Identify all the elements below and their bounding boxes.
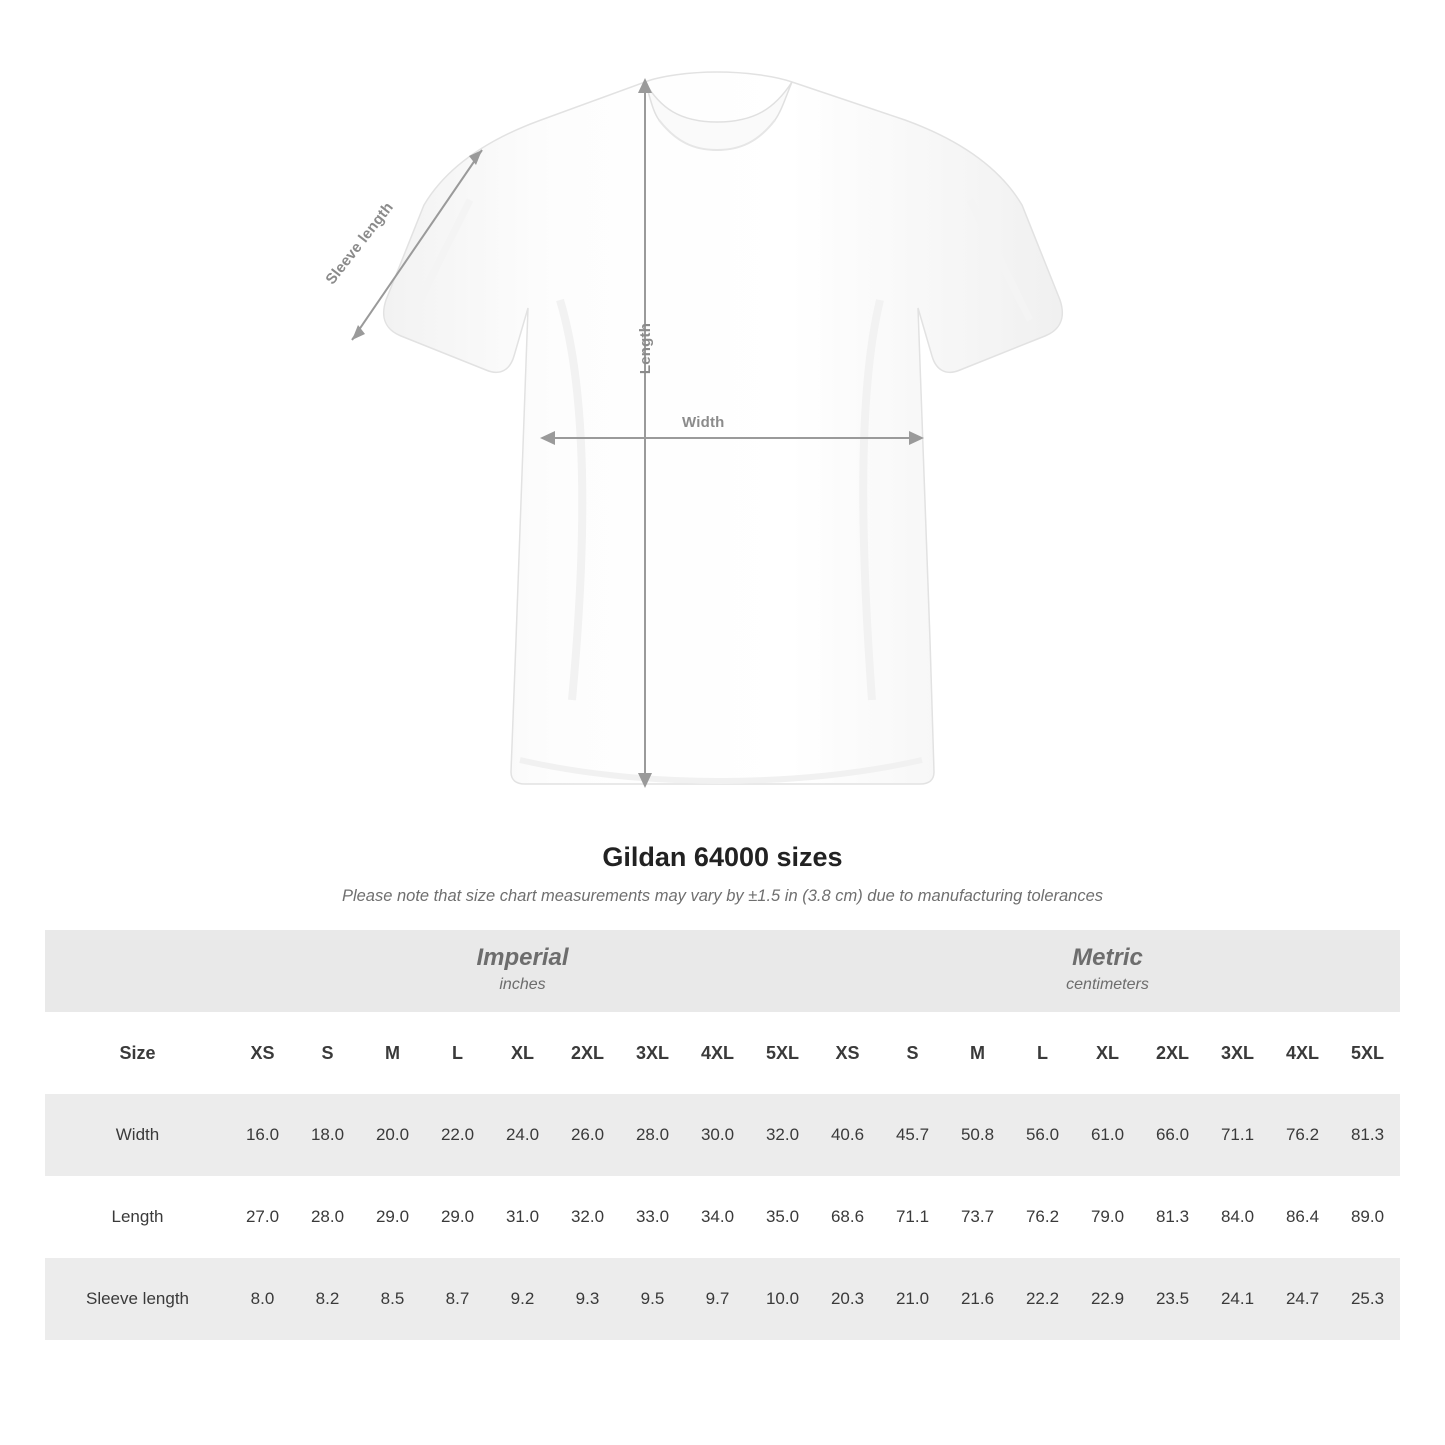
cell: 22.9 — [1075, 1258, 1140, 1340]
cell: 16.0 — [230, 1094, 295, 1176]
unit-group-imperial-sub: inches — [499, 976, 546, 993]
cell: 81.3 — [1140, 1176, 1205, 1258]
title-block — [0, 842, 1445, 906]
cell: 89.0 — [1335, 1176, 1400, 1258]
row-label-width: Width — [45, 1094, 230, 1176]
cell: 29.0 — [360, 1176, 425, 1258]
cell: 29.0 — [425, 1176, 490, 1258]
column-header: XL — [1075, 1012, 1140, 1094]
cell: 20.3 — [815, 1258, 880, 1340]
column-header: 4XL — [1270, 1012, 1335, 1094]
column-header: S — [880, 1012, 945, 1094]
column-header: 2XL — [1140, 1012, 1205, 1094]
cell: 24.1 — [1205, 1258, 1270, 1340]
cell: 24.0 — [490, 1094, 555, 1176]
unit-group-imperial-label: Imperial — [476, 944, 569, 972]
cell: 56.0 — [1010, 1094, 1075, 1176]
cell: 28.0 — [620, 1094, 685, 1176]
column-header: 3XL — [620, 1012, 685, 1094]
column-header: XS — [815, 1012, 880, 1094]
cell: 76.2 — [1010, 1176, 1075, 1258]
cell: 40.6 — [815, 1094, 880, 1176]
cell: 33.0 — [620, 1176, 685, 1258]
table-row — [45, 1258, 1400, 1340]
cell: 76.2 — [1270, 1094, 1335, 1176]
cell: 25.3 — [1335, 1258, 1400, 1340]
page-title: Gildan 64000 sizes — [602, 842, 843, 872]
column-header: S — [295, 1012, 360, 1094]
length-dimension-label: Length — [637, 322, 655, 375]
cell: 79.0 — [1075, 1176, 1140, 1258]
cell: 31.0 — [490, 1176, 555, 1258]
cell: 34.0 — [685, 1176, 750, 1258]
cell: 23.5 — [1140, 1258, 1205, 1340]
cell: 22.0 — [425, 1094, 490, 1176]
size-chart-table-wrapper — [45, 930, 1400, 1340]
unit-group-metric — [815, 930, 1400, 1012]
cell: 9.7 — [685, 1258, 750, 1340]
cell: 68.6 — [815, 1176, 880, 1258]
unit-group-metric-label: Metric — [1072, 944, 1143, 972]
cell: 18.0 — [295, 1094, 360, 1176]
cell: 9.2 — [490, 1258, 555, 1340]
column-header: L — [1010, 1012, 1075, 1094]
cell: 84.0 — [1205, 1176, 1270, 1258]
table-row — [45, 1176, 1400, 1258]
cell: 71.1 — [880, 1176, 945, 1258]
cell: 8.2 — [295, 1258, 360, 1340]
column-header: 3XL — [1205, 1012, 1270, 1094]
column-header: 5XL — [1335, 1012, 1400, 1094]
cell: 26.0 — [555, 1094, 620, 1176]
cell: 50.8 — [945, 1094, 1010, 1176]
cell: 27.0 — [230, 1176, 295, 1258]
cell: 45.7 — [880, 1094, 945, 1176]
cell: 32.0 — [555, 1176, 620, 1258]
cell: 9.5 — [620, 1258, 685, 1340]
cell: 28.0 — [295, 1176, 360, 1258]
cell: 21.6 — [945, 1258, 1010, 1340]
column-header: 4XL — [685, 1012, 750, 1094]
cell: 8.5 — [360, 1258, 425, 1340]
unit-header-spacer — [45, 930, 230, 1012]
cell: 10.0 — [750, 1258, 815, 1340]
cell: 81.3 — [1335, 1094, 1400, 1176]
cell: 9.3 — [555, 1258, 620, 1340]
column-header: L — [425, 1012, 490, 1094]
cell: 20.0 — [360, 1094, 425, 1176]
cell: 61.0 — [1075, 1094, 1140, 1176]
width-dimension-label: Width — [682, 414, 725, 431]
cell: 35.0 — [750, 1176, 815, 1258]
cell: 22.2 — [1010, 1258, 1075, 1340]
cell: 30.0 — [685, 1094, 750, 1176]
row-label-length: Length — [45, 1176, 230, 1258]
unit-group-metric-sub: centimeters — [1066, 976, 1149, 993]
cell: 86.4 — [1270, 1176, 1335, 1258]
column-header: 2XL — [555, 1012, 620, 1094]
column-header: M — [945, 1012, 1010, 1094]
column-header: 5XL — [750, 1012, 815, 1094]
row-header-size: Size — [45, 1012, 230, 1094]
cell: 32.0 — [750, 1094, 815, 1176]
cell: 21.0 — [880, 1258, 945, 1340]
cell: 73.7 — [945, 1176, 1010, 1258]
table-row — [45, 1094, 1400, 1176]
size-chart-table — [45, 930, 1400, 1340]
cell: 8.7 — [425, 1258, 490, 1340]
cell: 8.0 — [230, 1258, 295, 1340]
unit-group-imperial — [230, 930, 815, 1012]
column-header: M — [360, 1012, 425, 1094]
cell: 71.1 — [1205, 1094, 1270, 1176]
sleeve-length-dimension-label: Sleeve length — [322, 199, 397, 288]
unit-header-row — [45, 930, 1400, 1012]
column-header: XS — [230, 1012, 295, 1094]
tolerance-note: Please note that size chart measurements may vary by ±1.5 in (3.8 cm) due to manufacturing tolerances — [341, 887, 1104, 905]
cell: 66.0 — [1140, 1094, 1205, 1176]
column-header: XL — [490, 1012, 555, 1094]
cell: 24.7 — [1270, 1258, 1335, 1340]
row-label-sleeve-length: Sleeve length — [45, 1258, 230, 1340]
table-header-row — [45, 1012, 1400, 1094]
